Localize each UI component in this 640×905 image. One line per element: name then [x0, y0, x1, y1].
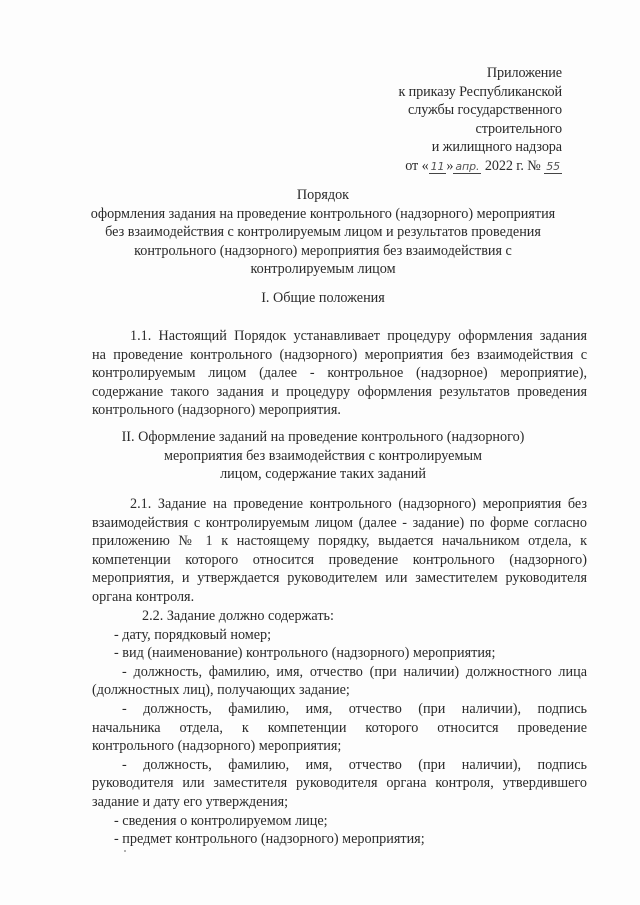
appendix-line: к приказу Республиканской — [398, 83, 562, 100]
title-line: без взаимодействия с контролируемым лицом и результатов проведения — [105, 224, 541, 241]
scan-speck — [124, 850, 126, 852]
appendix-line: строительного — [475, 120, 562, 137]
order-date-line — [398, 157, 562, 177]
paragraph-2-1 — [92, 495, 587, 607]
title-line: контролируемым лицом — [250, 261, 396, 278]
section-heading-line: мероприятия без взаимодействия с контролируемым — [164, 447, 482, 464]
title-line: Порядок — [296, 187, 350, 203]
list-item: - должность, фамилию, имя, отчество (при наличии), подпись — [122, 756, 587, 773]
paragraph-line: компетенции которого относится проведение контрольного (надзорного) — [92, 551, 587, 568]
list-item: - предмет контрольного (надзорного) мероприятия; — [114, 831, 425, 848]
list-item-continuation: начальника отдела, к компетенции которого относится проведение — [92, 719, 587, 736]
section-heading-line: II. Оформление заданий на проведение контрольного (надзорного) — [121, 429, 525, 445]
section-heading-line: лицом, содержание таких заданий — [220, 466, 426, 483]
document-title — [60, 186, 586, 279]
list-item: - должность, фамилию, имя, отчество (при наличии), подпись — [122, 700, 587, 717]
list-item: - вид (наименование) контрольного (надзорного) мероприятия; — [114, 645, 496, 662]
list-item: - должность, фамилию, имя, отчество (при наличии) должностного лица — [122, 663, 587, 680]
date-year: 2022 г. № — [484, 157, 541, 174]
list-item: - дату, порядковый номер; — [114, 626, 272, 643]
handwritten-month: апр. — [455, 159, 480, 173]
appendix-line: Приложение — [486, 65, 562, 81]
list-item-continuation: задание и дату его утверждения; — [92, 793, 289, 810]
paragraph-2-2-list — [92, 607, 587, 849]
handwritten-order-number: 55 — [546, 159, 560, 173]
list-item-continuation: (должностных лиц), получающих задание; — [92, 682, 350, 699]
paragraph-line: на проведение контрольного (надзорного) мероприятия без взаимодействия с — [92, 346, 587, 363]
list-heading: 2.2. Задание должно содержать: — [142, 608, 334, 624]
appendix-line: службы государственного — [408, 102, 562, 119]
paragraph-1-1 — [92, 327, 587, 420]
paragraph-line: мероприятия, и утверждается руководителем или заместителем руководителя — [92, 570, 587, 587]
list-item: - сведения о контролируемом лице; — [114, 812, 328, 829]
paragraph-line: контрольного (надзорного) мероприятия. — [92, 402, 341, 419]
paragraph-line: содержание такого задания и процедуру оформления результатов проведения — [92, 383, 587, 400]
handwritten-day: 11 — [430, 159, 445, 173]
section-1-heading — [60, 289, 586, 308]
title-line: контрольного (надзорного) мероприятия без взаимодействия с — [134, 242, 512, 259]
paragraph-line: взаимодействия с контролируемым лицом (далее - задание) по форме согласно — [92, 514, 587, 531]
paragraph-line: контролируемым лицом (далее - контрольное (надзорное) мероприятие), — [92, 365, 587, 382]
appendix-header — [398, 64, 562, 177]
list-item-continuation: руководителя или заместителя руководителя органа контроля, утвердившего — [92, 775, 587, 792]
section-heading-text: I. Общие положения — [261, 290, 385, 306]
paragraph-line: 2.1. Задание на проведение контрольного (надзорного) мероприятия без — [130, 496, 587, 512]
paragraph-line: органа контроля. — [92, 588, 195, 605]
list-item-continuation: контрольного (надзорного) мероприятия; — [92, 738, 342, 755]
date-prefix: от « — [405, 157, 429, 174]
section-2-heading — [60, 428, 586, 484]
paragraph-line: приложению № 1 к настоящему порядку, выдается начальником отдела, к — [92, 533, 587, 550]
appendix-line: и жилищного надзора — [431, 139, 562, 156]
title-line: оформления задания на проведение контрольного (надзорного) мероприятия — [90, 205, 556, 222]
paragraph-line: 1.1. Настоящий Порядок устанавливает процедуру оформления задания — [130, 328, 587, 344]
date-mid: » — [446, 157, 454, 174]
